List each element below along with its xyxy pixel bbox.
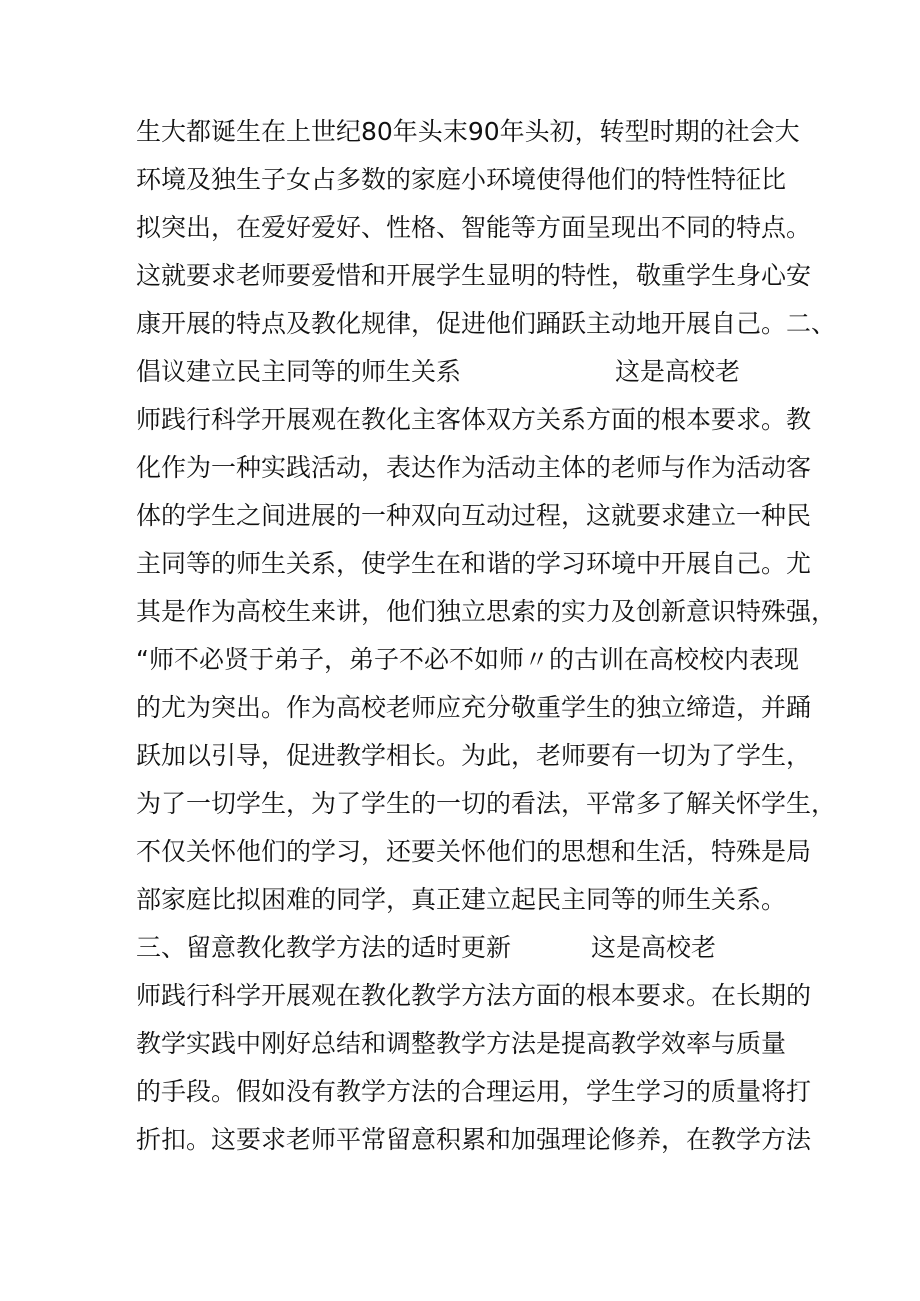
text-line: 康开展的特点及教化规律，促进他们踊跃主动地开展自己。二、 (136, 309, 837, 338)
text-line: 的尤为突出。作为高校老师应充分敬重学生的独立缔造，并踊 (136, 693, 812, 722)
text-line: 为了一切学生，为了学生的一切的看法，平常多了解关怀学生， (136, 789, 837, 818)
text-line: 教学实践中刚好总结和调整教学方法是提高教学效率与质量 (136, 1029, 787, 1058)
text-line: 的手段。假如没有教学方法的合理运用，学生学习的质量将打 (136, 1077, 812, 1106)
text-line: 化作为一种实践活动，表达作为活动主体的老师与作为活动客 (136, 453, 812, 482)
text-line: 拟突出，在爱好爱好、性格、智能等方面呈现出不同的特点。 (136, 213, 812, 242)
text-line: 师践行科学开展观在教化教学方法方面的根本要求。在长期的 (136, 981, 812, 1010)
section-lead-text: 这是高校老 (591, 933, 717, 962)
text-line: 主同等的师生关系，使学生在和谐的学习环境中开展自己。尤 (136, 549, 812, 578)
text-line: “师不必贤于弟子，弟子不必不如师〃的古训在高校校内表现 (136, 645, 799, 674)
text-line: 其是作为高校生来讲，他们独立思索的实力及创新意识特殊强， (136, 597, 837, 626)
section-heading: 倡议建立民主同等的师生关系 (136, 357, 462, 386)
section-heading: 三、留意教化教学方法的适时更新 (136, 933, 512, 962)
body-text (136, 108, 836, 1164)
text-line: 跃加以引导，促进教学相长。为此，老师要有一切为了学生， (136, 741, 812, 770)
section-lead-text: 这是高校老 (615, 357, 741, 386)
text-line: 不仅关怀他们的学习，还要关怀他们的思想和生活，特殊是局 (136, 837, 812, 866)
text-line: 师践行科学开展观在教化主客体双方关系方面的根本要求。教 (136, 405, 812, 434)
section-heading-line (136, 348, 836, 396)
section-heading-line (136, 924, 836, 972)
text-line: 生大都诞生在上世纪80年头末90年头初，转型时期的社会大 (136, 117, 800, 146)
text-line: 部家庭比拟困难的同学，真正建立起民主同等的师生关系。 (136, 885, 787, 914)
text-line: 环境及独生子女占多数的家庭小环境使得他们的特性特征比 (136, 165, 787, 194)
text-line: 体的学生之间进展的一种双向互动过程，这就要求建立一种民 (136, 501, 812, 530)
text-line: 这就要求老师要爱惜和开展学生显明的特性，敬重学生身心安 (136, 261, 812, 290)
text-line: 折扣。这要求老师平常留意积累和加强理论修养，在教学方法 (136, 1125, 812, 1154)
